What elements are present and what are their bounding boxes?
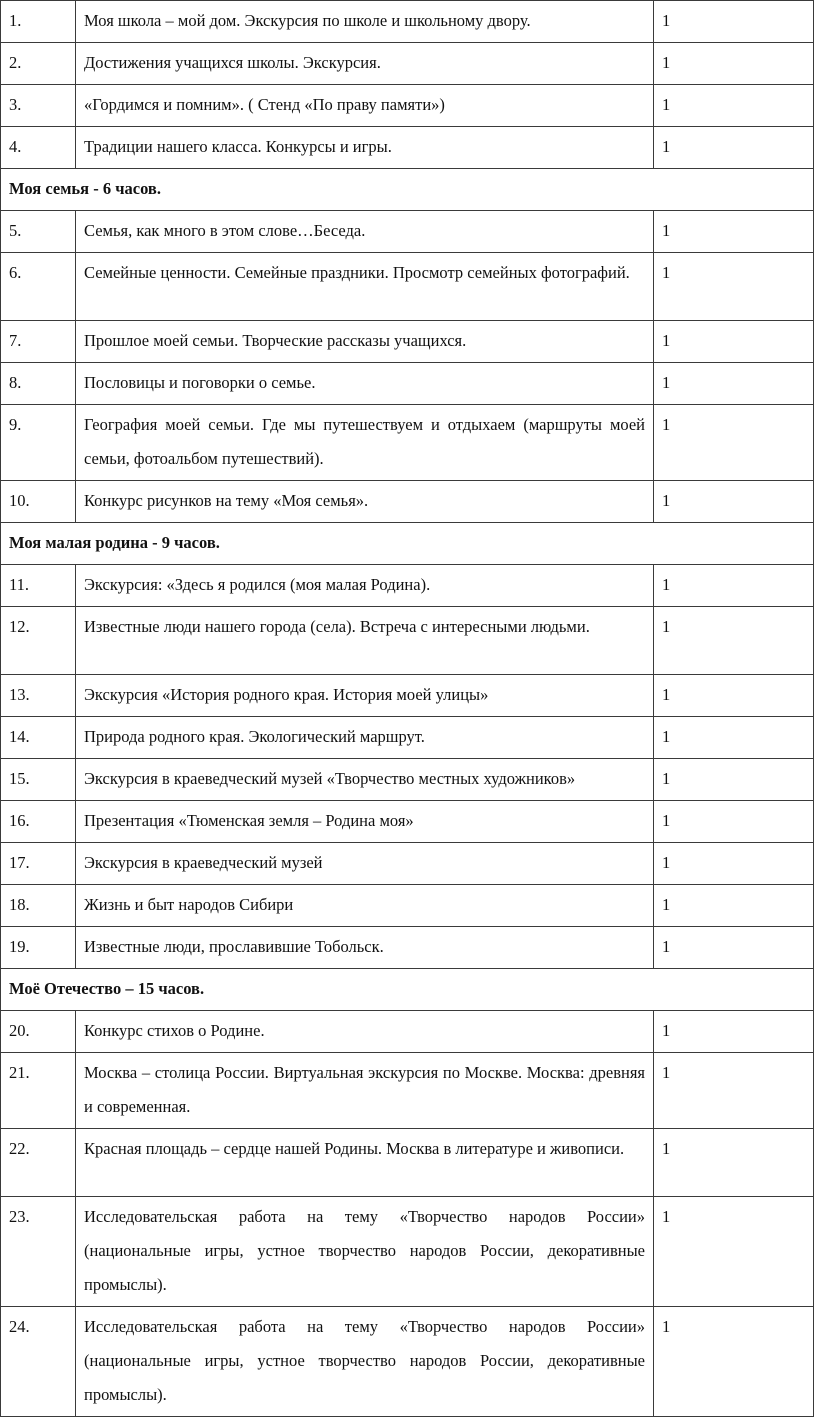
table-row [1,321,814,363]
lesson-topic: Пословицы и поговорки о семье. [76,363,654,405]
lesson-number: 23. [1,1197,76,1307]
lesson-hours: 1 [654,85,814,127]
lesson-hours: 1 [654,321,814,363]
lesson-hours: 1 [654,481,814,523]
section-row [1,969,814,1011]
lesson-topic: Экскурсия: «Здесь я родился (моя малая Родина). [76,565,654,607]
section-title: Моя малая родина - 9 часов. [1,523,814,565]
section-title: Моя семья - 6 часов. [1,169,814,211]
lesson-number: 19. [1,927,76,969]
table-row [1,717,814,759]
lesson-hours: 1 [654,253,814,321]
lesson-plan-body [1,1,814,1417]
table-row [1,801,814,843]
lesson-hours: 1 [654,363,814,405]
lesson-number: 22. [1,1129,76,1197]
lesson-topic: «Гордимся и помним». ( Стенд «По праву памяти») [76,85,654,127]
lesson-hours: 1 [654,717,814,759]
lesson-topic: Конкурс стихов о Родине. [76,1011,654,1053]
lesson-number: 18. [1,885,76,927]
lesson-number: 15. [1,759,76,801]
lesson-topic: Исследовательская работа на тему «Творчество народов России» (национальные игры, устное творчество народов России, декоративные промыслы). [76,1307,654,1417]
table-row [1,1307,814,1417]
lesson-hours: 1 [654,1,814,43]
lesson-hours: 1 [654,405,814,481]
lesson-hours: 1 [654,801,814,843]
table-row [1,1011,814,1053]
table-row [1,1129,814,1197]
section-title: Моё Отечество – 15 часов. [1,969,814,1011]
lesson-topic: Экскурсия в краеведческий музей «Творчество местных художников» [76,759,654,801]
table-row [1,565,814,607]
lesson-hours: 1 [654,843,814,885]
lesson-number: 24. [1,1307,76,1417]
lesson-hours: 1 [654,759,814,801]
lesson-number: 6. [1,253,76,321]
lesson-number: 21. [1,1053,76,1129]
lesson-number: 12. [1,607,76,675]
lesson-hours: 1 [654,1197,814,1307]
table-row [1,759,814,801]
lesson-number: 3. [1,85,76,127]
table-row [1,927,814,969]
lesson-hours: 1 [654,211,814,253]
lesson-hours: 1 [654,1129,814,1197]
lesson-hours: 1 [654,607,814,675]
lesson-hours: 1 [654,1307,814,1417]
lesson-number: 9. [1,405,76,481]
table-row [1,1,814,43]
lesson-number: 20. [1,1011,76,1053]
lesson-number: 2. [1,43,76,85]
lesson-topic: Известные люди нашего города (села). Встреча с интересными людьми. [76,607,654,675]
lesson-number: 11. [1,565,76,607]
lesson-hours: 1 [654,43,814,85]
lesson-topic: Достижения учащихся школы. Экскурсия. [76,43,654,85]
lesson-topic: Семья, как много в этом слове…Беседа. [76,211,654,253]
section-row [1,169,814,211]
table-row [1,253,814,321]
lesson-topic: Конкурс рисунков на тему «Моя семья». [76,481,654,523]
lesson-hours: 1 [654,1053,814,1129]
lesson-number: 4. [1,127,76,169]
lesson-topic: Исследовательская работа на тему «Творчество народов России» (национальные игры, устное творчество народов России, декоративные промыслы). [76,1197,654,1307]
lesson-hours: 1 [654,565,814,607]
lesson-topic: Красная площадь – сердце нашей Родины. Москва в литературе и живописи. [76,1129,654,1197]
lesson-number: 13. [1,675,76,717]
table-row [1,43,814,85]
lesson-topic: Экскурсия в краеведческий музей [76,843,654,885]
table-row [1,1053,814,1129]
lesson-topic: География моей семьи. Где мы путешествуем и отдыхаем (маршруты моей семьи, фотоальбом путешествий). [76,405,654,481]
lesson-hours: 1 [654,1011,814,1053]
table-row [1,885,814,927]
lesson-number: 16. [1,801,76,843]
lesson-number: 17. [1,843,76,885]
section-row [1,523,814,565]
lesson-number: 14. [1,717,76,759]
table-row [1,405,814,481]
table-row [1,211,814,253]
lesson-topic: Семейные ценности. Семейные праздники. Просмотр семейных фотографий. [76,253,654,321]
lesson-topic: Презентация «Тюменская земля – Родина моя» [76,801,654,843]
table-row [1,1197,814,1307]
lesson-number: 7. [1,321,76,363]
lesson-topic: Моя школа – мой дом. Экскурсия по школе и школьному двору. [76,1,654,43]
table-row [1,363,814,405]
lesson-number: 8. [1,363,76,405]
lesson-topic: Прошлое моей семьи. Творческие рассказы учащихся. [76,321,654,363]
lesson-topic: Известные люди, прославившие Тобольск. [76,927,654,969]
table-row [1,127,814,169]
table-row [1,607,814,675]
table-row [1,481,814,523]
lesson-topic: Традиции нашего класса. Конкурсы и игры. [76,127,654,169]
lesson-topic: Экскурсия «История родного края. История моей улицы» [76,675,654,717]
lesson-hours: 1 [654,675,814,717]
table-row [1,675,814,717]
table-row [1,85,814,127]
lesson-topic: Москва – столица России. Виртуальная экскурсия по Москве. Москва: древняя и современная. [76,1053,654,1129]
lesson-topic: Природа родного края. Экологический маршрут. [76,717,654,759]
lesson-hours: 1 [654,885,814,927]
lesson-hours: 1 [654,127,814,169]
table-row [1,843,814,885]
lesson-number: 10. [1,481,76,523]
lesson-topic: Жизнь и быт народов Сибири [76,885,654,927]
lesson-hours: 1 [654,927,814,969]
lesson-number: 1. [1,1,76,43]
lesson-number: 5. [1,211,76,253]
